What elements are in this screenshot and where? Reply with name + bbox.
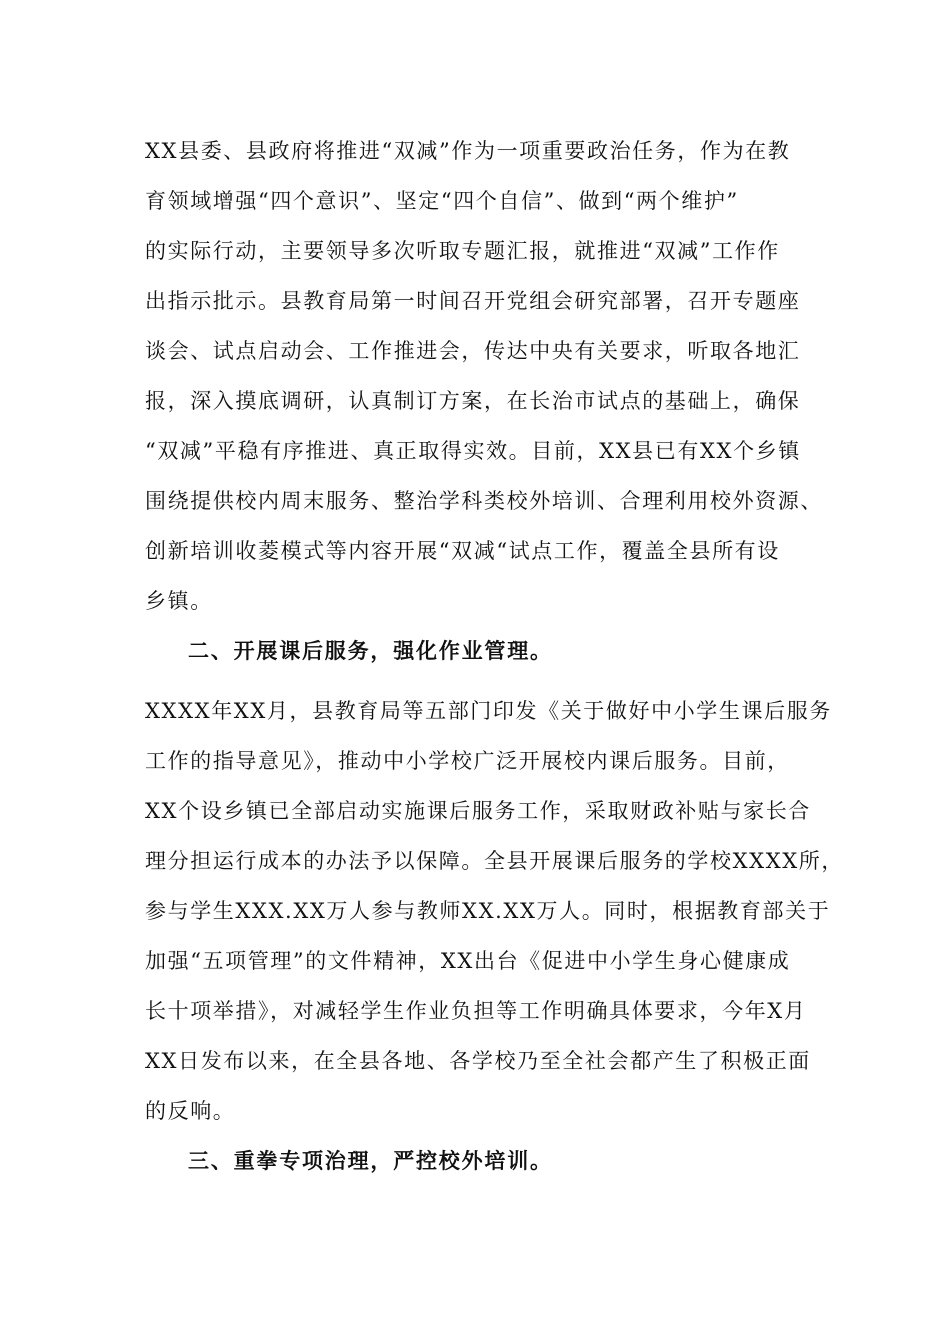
section-heading-3: 三、重拳专项治理，严控校外培训。 — [188, 1148, 553, 1173]
paragraph-2-line-2: 工作的指导意见》，推动中小学校广泛开展校内课后服务。目前， — [145, 749, 790, 773]
paragraph-2-line-3: XX个设乡镇已全部启动实施课后服务工作，采取财政补贴与家长合 — [145, 799, 811, 823]
paragraph-1-line-1: XX县委、县政府将推进“双减”作为一项重要政治任务，作为在教 — [145, 139, 791, 163]
paragraph-1-line-4: 出指示批示。县教育局第一时间召开党组会研究部署，召开专题座 — [145, 289, 801, 313]
paragraph-2-line-7: 长十项举措》，对减轻学生作业负担等工作明确具体要求，今年X月 — [145, 999, 807, 1023]
paragraph-1-line-9: 创新培训收菱模式等内容开展“双减“试点工作，覆盖全县所有设 — [145, 539, 780, 563]
paragraph-1-line-7: “双减”平稳有序推进、真正取得实效。目前，XX县已有XX个乡镇 — [145, 439, 801, 463]
paragraph-2-line-5: 参与学生XXX.XX万人参与教师XX.XX万人。同时，根据教育部关于 — [145, 899, 831, 923]
paragraph-2-line-4: 理分担运行成本的办法予以保障。全县开展课后服务的学校XXXX所， — [145, 849, 844, 873]
paragraph-2-line-6: 加强“五项管理”的文件精神，XX出台《促进中小学生身心健康成 — [145, 949, 791, 973]
paragraph-1-line-3: 的实际行动，主要领导多次听取专题汇报，就推进“双减”工作作 — [145, 239, 780, 263]
paragraph-1-line-8: 围绕提供校内周末服务、整治学科类校外培训、合理利用校外资源、 — [145, 489, 823, 513]
paragraph-2-line-9: 的反响。 — [145, 1099, 236, 1123]
paragraph-2-line-8: XX日发布以来，在全县各地、各学校乃至全社会都产生了积极正面 — [145, 1049, 811, 1073]
paragraph-1-line-6: 报，深入摸底调研，认真制订方案，在长治市试点的基础上，确保 — [145, 389, 801, 413]
paragraph-1-line-2: 育领域增强“四个意识”、坚定“四个自信”、做到“两个维护” — [145, 189, 739, 213]
paragraph-1-line-10: 乡镇。 — [145, 589, 213, 613]
paragraph-2-line-1: XXXX年XX月，县教育局等五部门印发《关于做好中小学生课后服务 — [145, 699, 832, 723]
paragraph-1-line-5: 谈会、试点启动会、工作推进会，传达中央有关要求，听取各地汇 — [145, 339, 801, 363]
section-heading-2: 二、开展课后服务，强化作业管理。 — [188, 638, 553, 663]
